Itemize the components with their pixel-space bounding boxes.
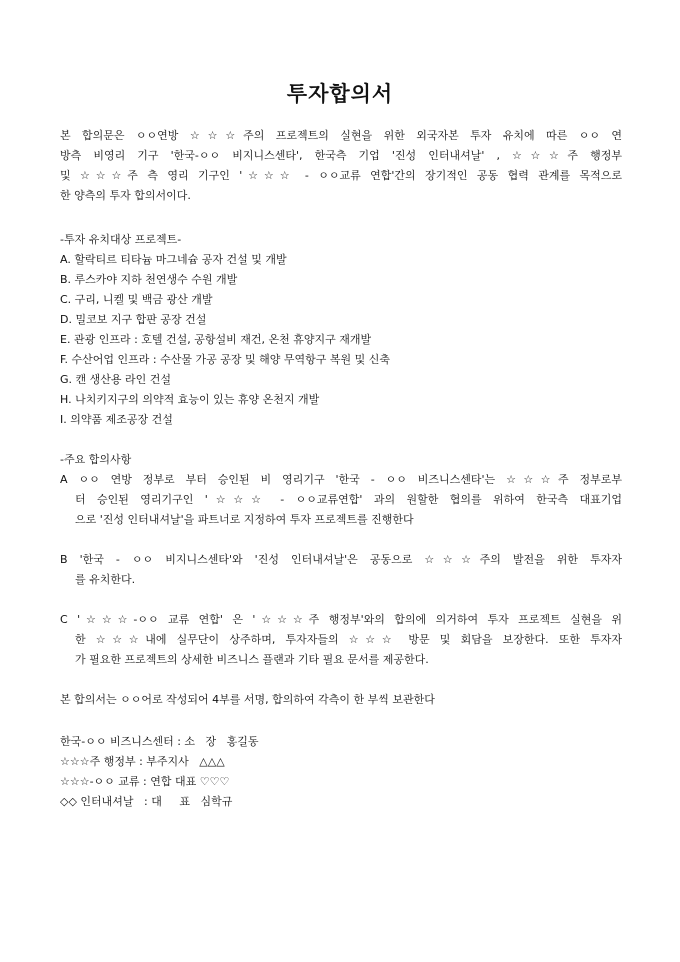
project-item: D. 밀코보 지구 합판 공장 건설 bbox=[60, 313, 207, 326]
project-section bbox=[60, 230, 622, 430]
signatory-block bbox=[60, 732, 622, 812]
project-item: A. 할락티르 티타늄 마그네슘 공자 건설 및 개발 bbox=[60, 253, 287, 266]
signatory-line: 한국-ㅇㅇ 비즈니스센터 : 소 장 홍길동 bbox=[60, 735, 259, 748]
intro-line: 본 합의문은 ㅇㅇ연방 ☆☆☆주의 프로젝트의 실현을 위한 외국자본 투자 유치에 따른 ㅇㅇ 연 bbox=[60, 129, 622, 142]
agreement-a-line: 터 승인된 영리기구인 '☆☆☆ - ㅇㅇ교류연합' 과의 원할한 협의를 위하여 한국측 대표기업 bbox=[75, 493, 622, 506]
agreement-b bbox=[60, 550, 622, 590]
closing-paragraph bbox=[60, 690, 622, 710]
project-item: E. 관광 인프라 : 호텔 건설, 공항설비 재건, 온천 휴양지구 재개발 bbox=[60, 333, 372, 346]
signatory-line: ☆☆☆-ㅇㅇ 교류 : 연합 대표 ♡♡♡ bbox=[60, 775, 230, 788]
agreement-b-line: B '한국 - ㅇㅇ 비지니스센타'와 '진성 인터내셔날'은 공동으로 ☆☆☆주의 발전을 위한 투자자 bbox=[60, 553, 622, 566]
agreement-c-line: 한 ☆☆☆내에 실무단이 상주하며, 투자자들의 ☆☆☆ 방문 및 회담을 보장한다. 또한 투자자 bbox=[75, 633, 622, 646]
agreement-c-line: 가 필요한 프로젝트의 상세한 비즈니스 플랜과 기타 필요 문서를 제공한다. bbox=[75, 653, 429, 666]
document-title: 투자합의서 bbox=[286, 82, 394, 106]
signatory-line: ☆☆☆주 행정부 : 부주지사 △△△ bbox=[60, 755, 225, 768]
project-item: C. 구리, 니켈 및 백금 광산 개발 bbox=[60, 293, 213, 306]
intro-line: 및 ☆☆☆주 측 영리 기구인 '☆☆☆ - ㅇㅇ교류 연합'간의 장기적인 공동 협력 관계를 목적으로 bbox=[60, 169, 622, 182]
project-item: B. 루스카야 지하 천연생수 수원 개발 bbox=[60, 273, 238, 286]
agreement-heading: -주요 합의사항 bbox=[60, 453, 132, 466]
intro-line: 한 양측의 투자 합의서이다. bbox=[60, 189, 191, 202]
project-item: F. 수산어업 인프라 : 수산물 가공 공장 및 해양 무역항구 복원 및 신축 bbox=[60, 353, 390, 366]
agreement-section bbox=[60, 450, 622, 530]
agreement-c-line: C '☆☆☆-ㅇㅇ 교류 연합' 은 '☆☆☆주 행정부'와의 합의에 의거하여 투자 프로젝트 실현을 위 bbox=[60, 613, 622, 626]
intro-line: 방측 비영리 기구 '한국-ㅇㅇ 비지니스센타', 한국측 기업 '진성 인터내셔날' , ☆☆☆주 행정부 bbox=[60, 149, 622, 162]
intro-paragraph bbox=[60, 126, 622, 206]
project-item: H. 나치키지구의 의약적 효능이 있는 휴양 온천지 개발 bbox=[60, 393, 320, 406]
agreement-b-line: 를 유치한다. bbox=[75, 573, 136, 586]
project-heading: -투자 유치대상 프로젝트- bbox=[60, 233, 182, 246]
project-item: G. 캔 생산용 라인 건설 bbox=[60, 373, 172, 386]
agreement-a-line: A ㅇㅇ 연방 정부로 부터 승인된 비 영리기구 '한국 - ㅇㅇ 비즈니스센타'는 ☆☆☆주 정부로부 bbox=[60, 473, 622, 486]
agreement-a-line: 으로 '진성 인터내셔날'을 파트너로 지정하여 투자 프로젝트를 진행한다 bbox=[75, 513, 414, 526]
signatory-line: ◇◇ 인터내셔날 : 대 표 심학규 bbox=[60, 795, 233, 808]
project-item: I. 의약품 제조공장 건설 bbox=[60, 413, 173, 426]
agreement-c bbox=[60, 610, 622, 670]
closing-line: 본 합의서는 ㅇㅇ어로 작성되어 4부를 서명, 합의하여 각측이 한 부씩 보관한다 bbox=[60, 693, 435, 706]
